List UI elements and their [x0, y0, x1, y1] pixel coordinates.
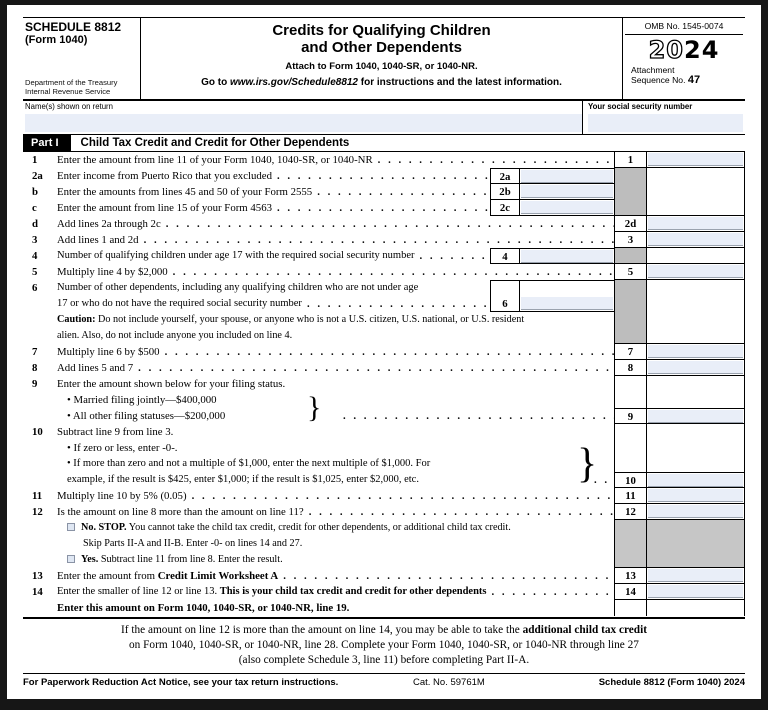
line-box-number: 13	[614, 568, 647, 584]
catalog-number: Cat. No. 59761M	[413, 677, 485, 688]
dot-leader	[161, 216, 614, 232]
dot-leader	[338, 408, 614, 424]
line-7-row	[23, 344, 745, 360]
line-number: 7	[32, 346, 38, 358]
no-checkbox[interactable]	[67, 523, 75, 531]
amount-field-7[interactable]	[648, 345, 743, 358]
ssn-label: Your social security number	[588, 102, 693, 111]
line-number: 5	[32, 266, 38, 278]
shaded-cell	[614, 312, 647, 328]
amount-field-2d[interactable]	[648, 217, 743, 230]
dot-leader	[160, 344, 614, 360]
line-box-number: 14	[614, 584, 647, 600]
dot-leader	[133, 360, 614, 376]
name-box	[23, 101, 582, 134]
line6-box-top	[490, 280, 520, 296]
line-text: Subtract line 9 from line 3.	[57, 426, 174, 438]
line-text: Enter the amounts from lines 45 and 50 of your Form 2555	[57, 186, 313, 198]
line-number: 6	[32, 282, 38, 294]
line-text: Multiply line 6 by $500	[57, 346, 160, 358]
shaded-cell	[614, 552, 647, 568]
no-option: No. STOP. You cannot take the child tax credit, credit for other dependents, or additional child tax credit.	[57, 520, 511, 536]
bullet-text: example, if the result is $425, enter $1,000; if the result is $1,025, enter $2,000, etc.	[67, 474, 419, 485]
line-number: 9	[32, 378, 38, 390]
amount-field-8[interactable]	[648, 361, 743, 374]
amount-field-1[interactable]	[648, 153, 743, 166]
line-box-number: 2b	[490, 184, 520, 200]
line-13-row	[23, 568, 745, 584]
bullet-text: • All other filing statuses—$200,000	[67, 410, 226, 422]
line-number: 13	[32, 570, 43, 582]
line-text: Enter the amount from line 11 of your Form 1040, 1040-SR, or 1040-NR	[57, 154, 373, 166]
shaded-cell	[614, 200, 647, 216]
dot-leader	[272, 200, 490, 216]
omb-number: OMB No. 1545-0074	[644, 21, 724, 31]
line-number: b	[32, 186, 39, 198]
amount-field-13[interactable]	[648, 569, 743, 582]
brace-10: }	[577, 441, 598, 487]
shaded-cell	[614, 328, 647, 344]
line-2a-row	[23, 168, 745, 184]
dot-leader	[168, 264, 614, 280]
line-number: 12	[32, 506, 43, 518]
line-11-row	[23, 488, 745, 504]
line-box-number: 10	[614, 472, 647, 488]
caution-row2	[23, 328, 745, 344]
amount-field-4[interactable]	[521, 250, 613, 263]
line-text: Enter this amount on Form 1040, 1040-SR, or 1040-NR, line 19.	[57, 602, 350, 614]
line-box-number: 6	[490, 296, 520, 312]
line-number: 3	[32, 234, 38, 246]
name-input[interactable]	[25, 114, 582, 132]
amount-field-12[interactable]	[648, 505, 743, 518]
form-footer	[23, 673, 745, 688]
shaded-cell	[614, 184, 647, 200]
shaded-cell	[647, 536, 745, 552]
shaded-cell	[614, 536, 647, 552]
taxpayer-row	[23, 101, 745, 135]
amount-field-9[interactable]	[648, 410, 743, 423]
attach-instruction: Attach to Form 1040, 1040-SR, or 1040-NR.	[285, 61, 478, 72]
line-box-number: 12	[614, 504, 647, 520]
line-6-row	[23, 280, 745, 296]
line-box-number: 2a	[490, 168, 520, 184]
schedule-number: SCHEDULE 8812	[25, 20, 122, 34]
line-box-number: 11	[614, 488, 647, 504]
line-text: Multiply line 10 by 5% (0.05)	[57, 490, 187, 502]
line-5-row	[23, 264, 745, 280]
line-number: c	[32, 202, 37, 214]
line-box-number: 9	[614, 408, 647, 424]
line-number: 10	[32, 426, 43, 438]
irs-url-link[interactable]: www.irs.gov/Schedule8812	[229, 77, 358, 88]
line-box-number: 8	[614, 360, 647, 376]
shaded-cell	[614, 280, 647, 296]
form-number: (Form 1040)	[25, 34, 88, 46]
ssn-box	[582, 101, 745, 134]
yes-option: Yes. Subtract line 11 from line 8. Enter the result.	[57, 552, 283, 568]
part1-header	[23, 135, 745, 152]
line-text: Enter the amount from Credit Limit Worksheet A	[57, 570, 279, 582]
dot-leader	[304, 504, 614, 520]
dot-leader	[487, 584, 614, 600]
shaded-cell	[647, 520, 745, 536]
line-4-row	[23, 248, 745, 264]
line-number: 11	[32, 490, 43, 502]
agency-name: Department of the Treasury Internal Revenue Service	[25, 78, 118, 96]
form-title: Credits for Qualifying Children and Other Dependents	[272, 22, 491, 56]
brace-9: }	[307, 391, 322, 424]
yes-checkbox[interactable]	[67, 555, 75, 563]
line-text: Enter the amount from line 15 of your Form 4563	[57, 202, 272, 214]
line-6-row2	[23, 296, 745, 312]
line-box-number: 2c	[490, 200, 520, 216]
line-text: Add lines 1 and 2d	[57, 234, 139, 246]
line-12-row	[23, 504, 745, 520]
amount-field-14[interactable]	[648, 585, 743, 598]
line-12-no-row2	[23, 536, 745, 552]
bullet-text: • Married filing jointly—$400,000	[67, 394, 217, 406]
line-10-block	[23, 424, 745, 488]
form-header	[23, 17, 745, 101]
line-text: Add lines 5 and 7	[57, 362, 134, 374]
no-option-text2: Skip Parts II-A and II-B. Enter -0- on lines 14 and 27.	[83, 538, 303, 549]
line-number: 14	[32, 586, 43, 598]
line-box-number: 7	[614, 344, 647, 360]
line-2b-row	[23, 184, 745, 200]
schedule-8812-sheet	[7, 5, 761, 699]
line-text: 17 or who do not have the required social security number	[57, 298, 302, 309]
shaded-cell	[614, 296, 647, 312]
line-1-row	[23, 152, 745, 168]
amount-field-3[interactable]	[648, 233, 743, 246]
amount-field-5[interactable]	[648, 265, 743, 278]
line-text: Multiply line 4 by $2,000	[57, 266, 168, 278]
line-number: 4	[32, 250, 38, 262]
line-number: 1	[32, 154, 38, 166]
amount-field-11[interactable]	[648, 489, 743, 502]
line-text: Is the amount on line 8 more than the amount on line 11?	[57, 506, 304, 518]
tax-year: 2024	[648, 36, 720, 64]
dot-leader	[272, 168, 490, 184]
dot-leader	[373, 152, 614, 168]
part1-title: Child Tax Credit and Credit for Other Dependents	[80, 137, 350, 149]
attachment-sequence: Attachment Sequence No. 47	[631, 65, 701, 86]
name-label: Name(s) shown on return	[25, 102, 113, 111]
header-left-box	[23, 18, 141, 99]
dot-leader	[278, 568, 614, 584]
line-box-number: 3	[614, 232, 647, 248]
line-3-row	[23, 232, 745, 248]
line-text: Enter the amount shown below for your filing status.	[57, 378, 286, 390]
line-text: Enter income from Puerto Rico that you excluded	[57, 170, 272, 182]
bullet-text: • If zero or less, enter -0-.	[67, 442, 178, 454]
line-text: Add lines 2a through 2c	[57, 218, 161, 230]
line-text: Enter the smaller of line 12 or line 13. This is your child tax credit and credit for other dependents	[57, 586, 487, 597]
shaded-cell	[614, 168, 647, 184]
line-2c-row	[23, 200, 745, 216]
paperwork-notice: For Paperwork Reduction Act Notice, see your tax return instructions.	[23, 677, 339, 688]
line-box-number: 5	[614, 264, 647, 280]
caution-text: Caution: Do not include yourself, your spouse, or anyone who is not a U.S. citizen, U.S. national, or U.S. resident	[57, 314, 525, 325]
line-number: 8	[32, 362, 38, 374]
caution-text: alien. Also, do not include anyone you included on line 4.	[57, 330, 293, 341]
amount-field-10[interactable]	[648, 474, 743, 487]
amount-field-2b[interactable]	[521, 185, 613, 198]
shaded-cell	[614, 520, 647, 536]
amount-field-2c[interactable]	[521, 201, 613, 214]
line-14-row2	[23, 600, 745, 616]
ssn-input[interactable]	[588, 114, 743, 132]
shaded-cell	[647, 552, 745, 568]
caution-row1	[23, 312, 745, 328]
goto-instruction: Go to www.irs.gov/Schedule8812 for instructions and the latest information.	[201, 77, 562, 88]
dot-leader	[312, 184, 490, 200]
line-text: Number of other dependents, including any qualifying children who are not under age	[57, 282, 419, 293]
line-number: 2a	[32, 170, 43, 182]
dot-leader	[187, 488, 614, 504]
line-9-block	[23, 376, 745, 424]
form-id-footer: Schedule 8812 (Form 1040) 2024	[598, 677, 745, 688]
line-text: Number of qualifying children under age 17 with the required social security number	[57, 250, 415, 261]
header-center	[141, 18, 622, 99]
amount-field-6[interactable]	[521, 297, 613, 310]
line-2d-row	[23, 216, 745, 232]
shaded-cell	[614, 248, 647, 264]
dot-leader	[302, 296, 490, 312]
line-box-number: 2d	[614, 216, 647, 232]
line-12-yes-row	[23, 552, 745, 568]
line-14-row	[23, 584, 745, 600]
bullet-text: • If more than zero and not a multiple of $1,000, enter the next multiple of $1,000. For	[67, 458, 431, 469]
amount-field-2a[interactable]	[521, 170, 613, 183]
additional-credit-note: If the amount on line 12 is more than the amount on line 14, you may be able to take the additional child tax credit on Form 1040, 1040-SR, or 1040-NR, line 28. Complete your Form 1040, 1040-SR, or 1040-NR through line 27 (also complete Schedule 3, line 11) before completing Part II-A.	[121, 624, 647, 666]
line-box-number: 4	[490, 248, 520, 264]
dot-leader	[139, 232, 614, 248]
part1-label: Part I	[23, 135, 71, 151]
line-12-no-row	[23, 520, 745, 536]
dot-leader	[414, 248, 490, 264]
omb-divider	[625, 34, 743, 35]
line-number: d	[32, 218, 39, 230]
header-right-box	[622, 18, 745, 99]
line-8-row	[23, 360, 745, 376]
line-box-number: 1	[614, 152, 647, 168]
